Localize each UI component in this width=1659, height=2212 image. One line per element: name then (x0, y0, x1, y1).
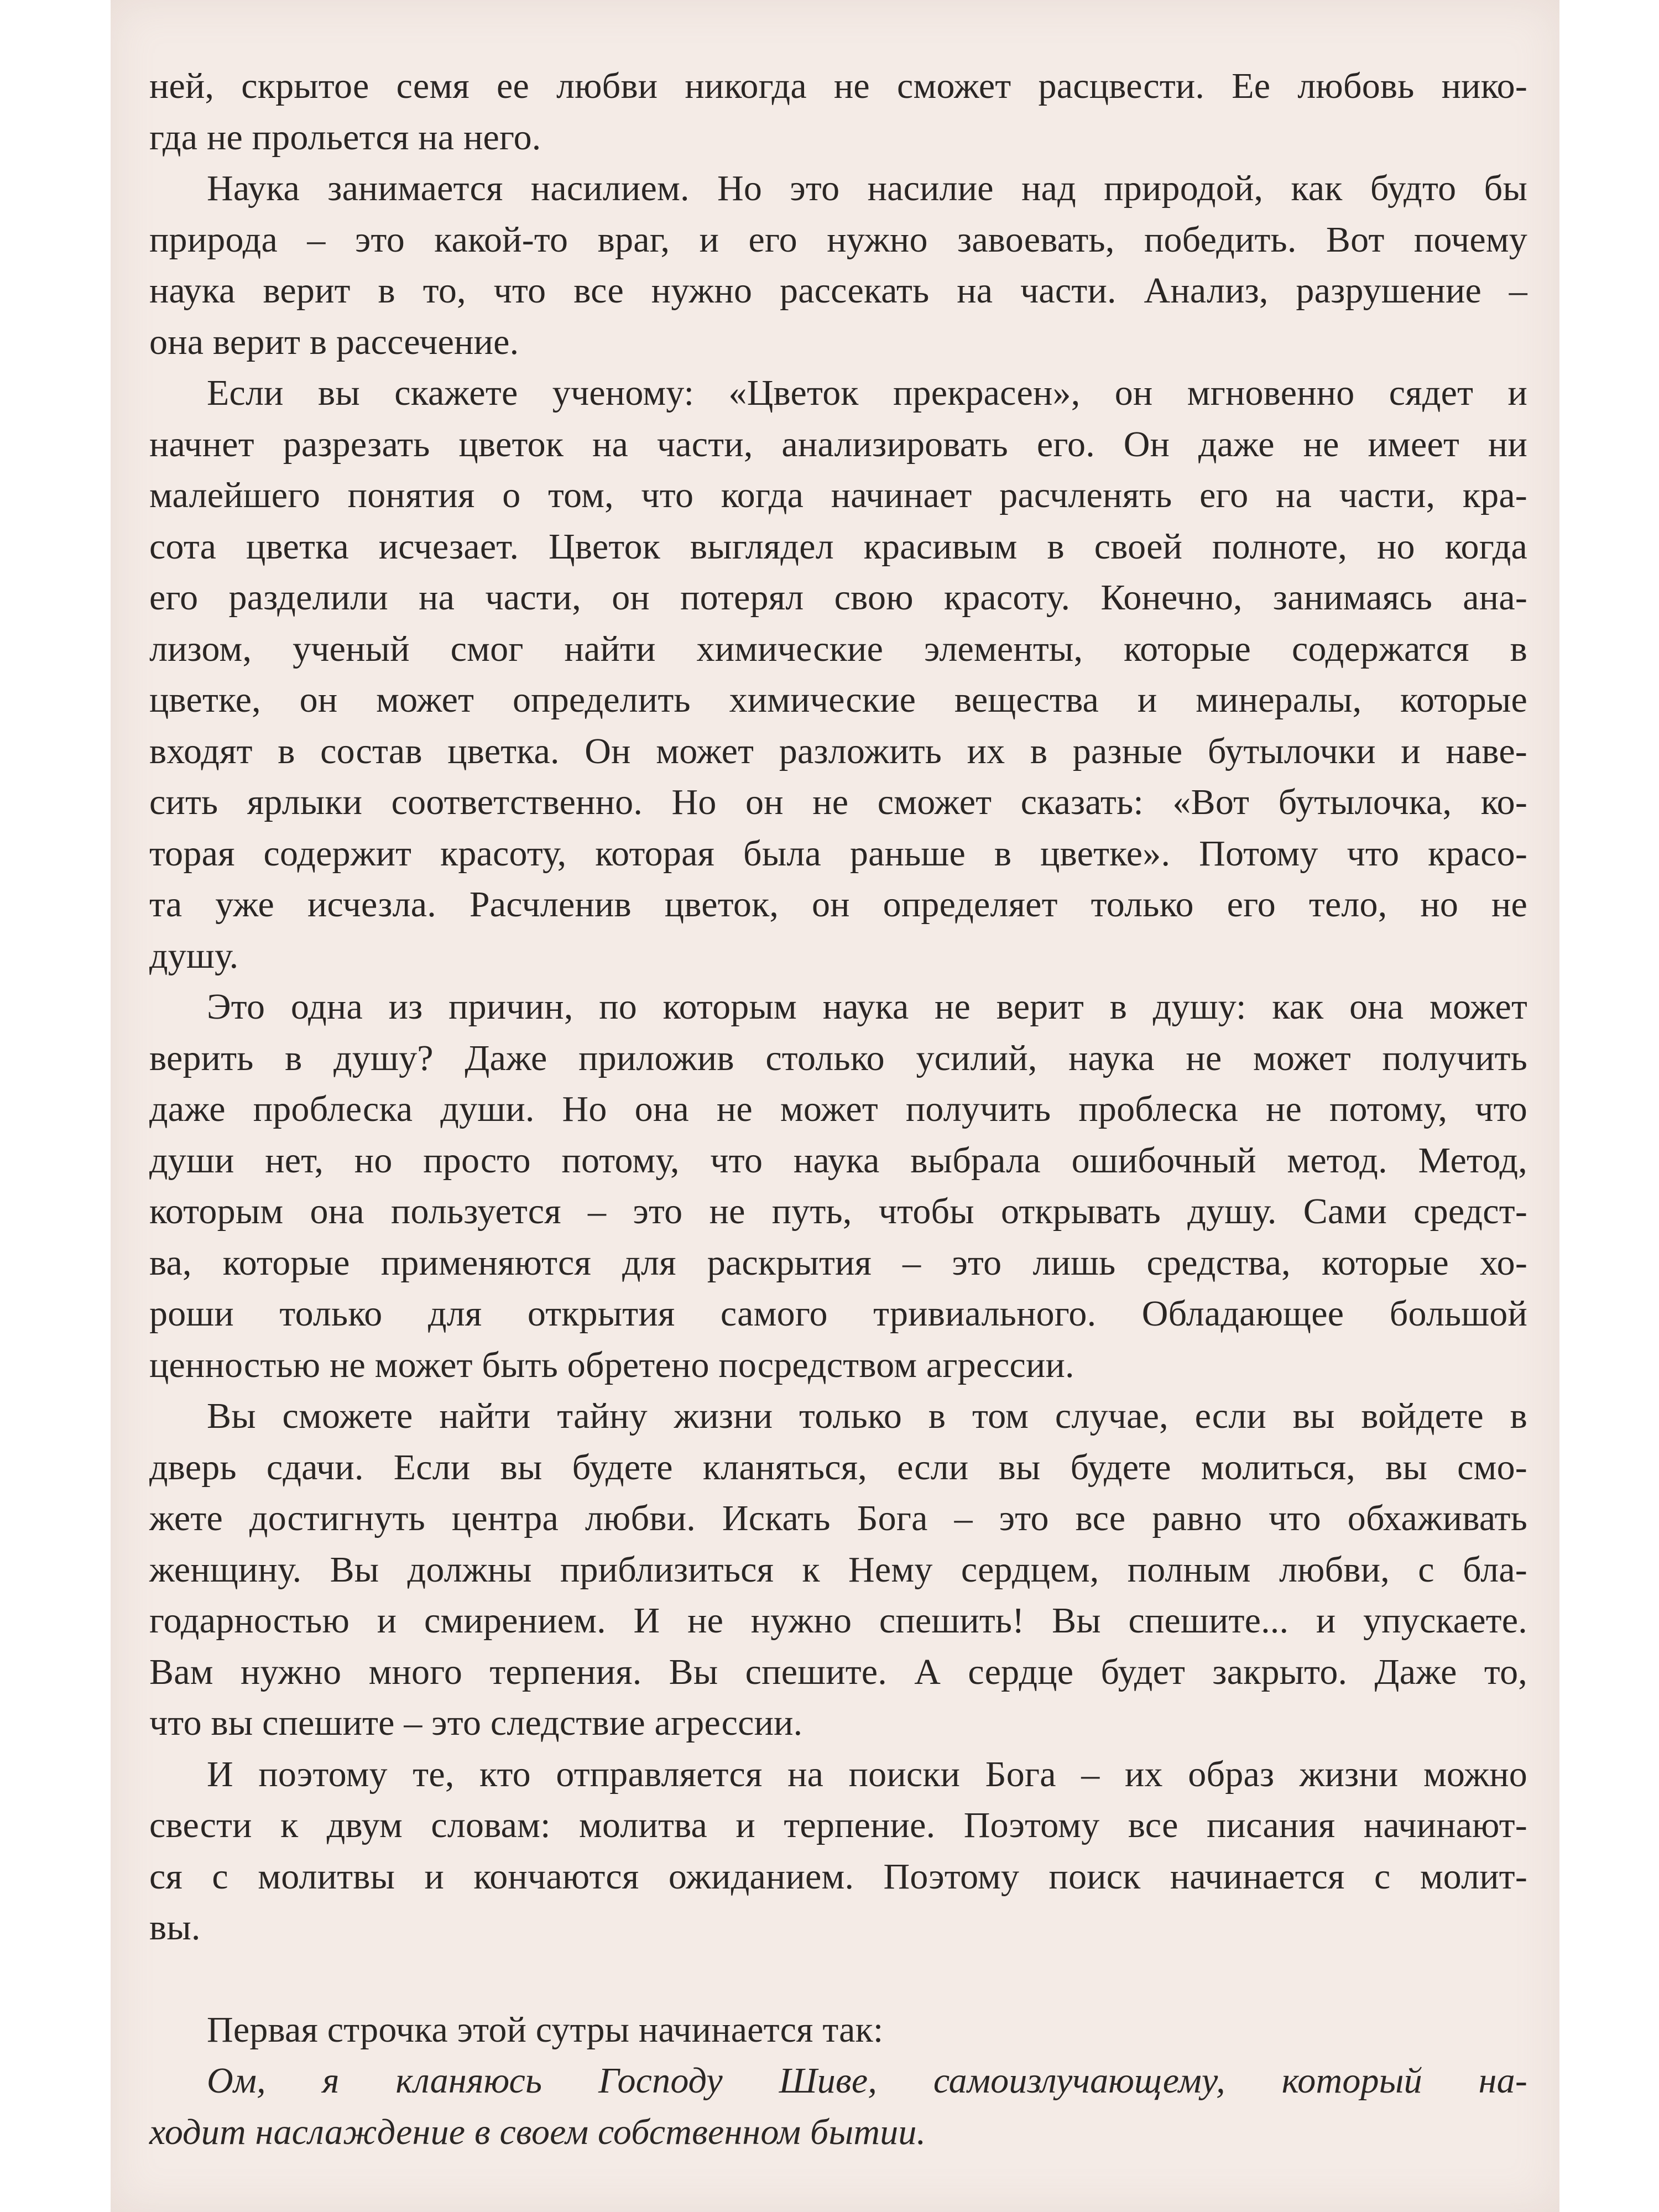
text-line: наука верит в то, что все нужно рассекать на части. Анализ, разрушение – (149, 270, 1527, 311)
sutra-verse (149, 2056, 1527, 2158)
scan-margin-left (0, 0, 111, 2212)
text-line: вы. (149, 1907, 201, 1948)
text-line: жете достигнуть центра любви. Искать Бога – это все равно что обхаживать (149, 1498, 1527, 1538)
text-line: Первая строчка этой сутры начинается так: (207, 2009, 884, 2050)
paragraph-gap (149, 1954, 1527, 2005)
text-line: Наука занимается насилием. Но это насилие над природой, как будто бы (207, 168, 1527, 208)
paragraph-6 (149, 1749, 1527, 1954)
text-line: входят в состав цветка. Он может разложить их в разные бутылочки и наве- (149, 731, 1527, 771)
verse-line: ходит наслаждение в своем собственном бытии. (149, 2111, 926, 2152)
text-line: ва, которые применяются для раскрытия – это лишь средства, которые хо- (149, 1242, 1527, 1283)
text-line: свести к двум словам: молитва и терпение. Поэтому все писания начинают- (149, 1805, 1527, 1845)
text-line: сота цветка исчезает. Цветок выглядел красивым в своей полноте, но когда (149, 526, 1527, 567)
text-line: ней, скрытое семя ее любви никогда не сможет расцвести. Ее любовь нико- (149, 66, 1527, 106)
text-line: И поэтому те, кто отправляется на поиски Бога – их образ жизни можно (207, 1754, 1527, 1794)
text-line: Вы сможете найти тайну жизни только в том случае, если вы войдете в (207, 1396, 1527, 1436)
text-line: души нет, но просто потому, что наука выбрала ошибочный метод. Метод, (149, 1140, 1527, 1181)
text-line: что вы спешите – это следствие агрессии. (149, 1703, 803, 1743)
text-line: лизом, ученый смог найти химические элементы, которые содержатся в (149, 628, 1527, 669)
text-line: малейшего понятия о том, что когда начинает расчленять его на части, кра- (149, 475, 1527, 515)
text-line: ся с молитвы и кончаются ожиданием. Поэтому поиск начинается с молит- (149, 1856, 1527, 1897)
paragraph-5 (149, 1391, 1527, 1749)
text-line: начнет разрезать цветок на части, анализировать его. Он даже не имеет ни (149, 424, 1527, 465)
text-line: Вам нужно много терпения. Вы спешите. А сердце будет закрыто. Даже то, (149, 1651, 1527, 1692)
text-line: торая содержит красоту, которая была раньше в цветке». Потому что красо- (149, 833, 1527, 874)
text-line: сить ярлыки соответственно. Но он не сможет сказать: «Вот бутылочка, ко- (149, 782, 1527, 822)
text-line: Если вы скажете ученому: «Цветок прекрасен», он мгновенно сядет и (207, 373, 1527, 413)
text-line: природа – это какой-то враг, и его нужно завоевать, победить. Вот почему (149, 219, 1527, 260)
text-line: женщину. Вы должны приблизиться к Нему сердцем, полным любви, с бла- (149, 1549, 1527, 1590)
paragraph-3 (149, 368, 1527, 982)
text-line: цветке, он может определить химические вещества и минералы, которые (149, 680, 1527, 720)
text-line: душу. (149, 935, 239, 976)
text-line: гда не прольется на него. (149, 117, 541, 158)
text-line: которым она пользуется – это не путь, чтобы открывать душу. Сами средст- (149, 1191, 1527, 1232)
text-line: та уже исчезла. Расчленив цветок, он определяет только его тело, но не (149, 884, 1527, 925)
scan-margin-right (1559, 0, 1659, 2212)
paragraph-2 (149, 163, 1527, 368)
text-line: годарностью и смирением. И не нужно спешить! Вы спешите... и упускаете. (149, 1600, 1527, 1641)
text-line: верить в душу? Даже приложив столько усилий, наука не может получить (149, 1037, 1527, 1078)
text-line: Это одна из причин, по которым наука не верит в душу: как она может (207, 987, 1527, 1027)
page-text (149, 61, 1527, 2158)
text-line: дверь сдачи. Если вы будете кланяться, если вы будете молиться, вы смо- (149, 1447, 1527, 1488)
verse-line: Ом, я кланяюсь Господу Шиве, самоизлучающему, который на- (207, 2060, 1527, 2101)
paragraph-1 (149, 61, 1527, 163)
paragraph-4 (149, 982, 1527, 1391)
text-line: даже проблеска души. Но она не может получить проблеска не потому, что (149, 1089, 1527, 1129)
text-line: ценностью не может быть обретено посредством агрессии. (149, 1344, 1074, 1385)
text-line: его разделили на части, он потерял свою красоту. Конечно, занимаясь ана- (149, 577, 1527, 618)
paragraph-7 (149, 2005, 1527, 2056)
text-line: она верит в рассечение. (149, 321, 519, 362)
text-line: роши только для открытия самого тривиального. Обладающее большой (149, 1293, 1527, 1334)
